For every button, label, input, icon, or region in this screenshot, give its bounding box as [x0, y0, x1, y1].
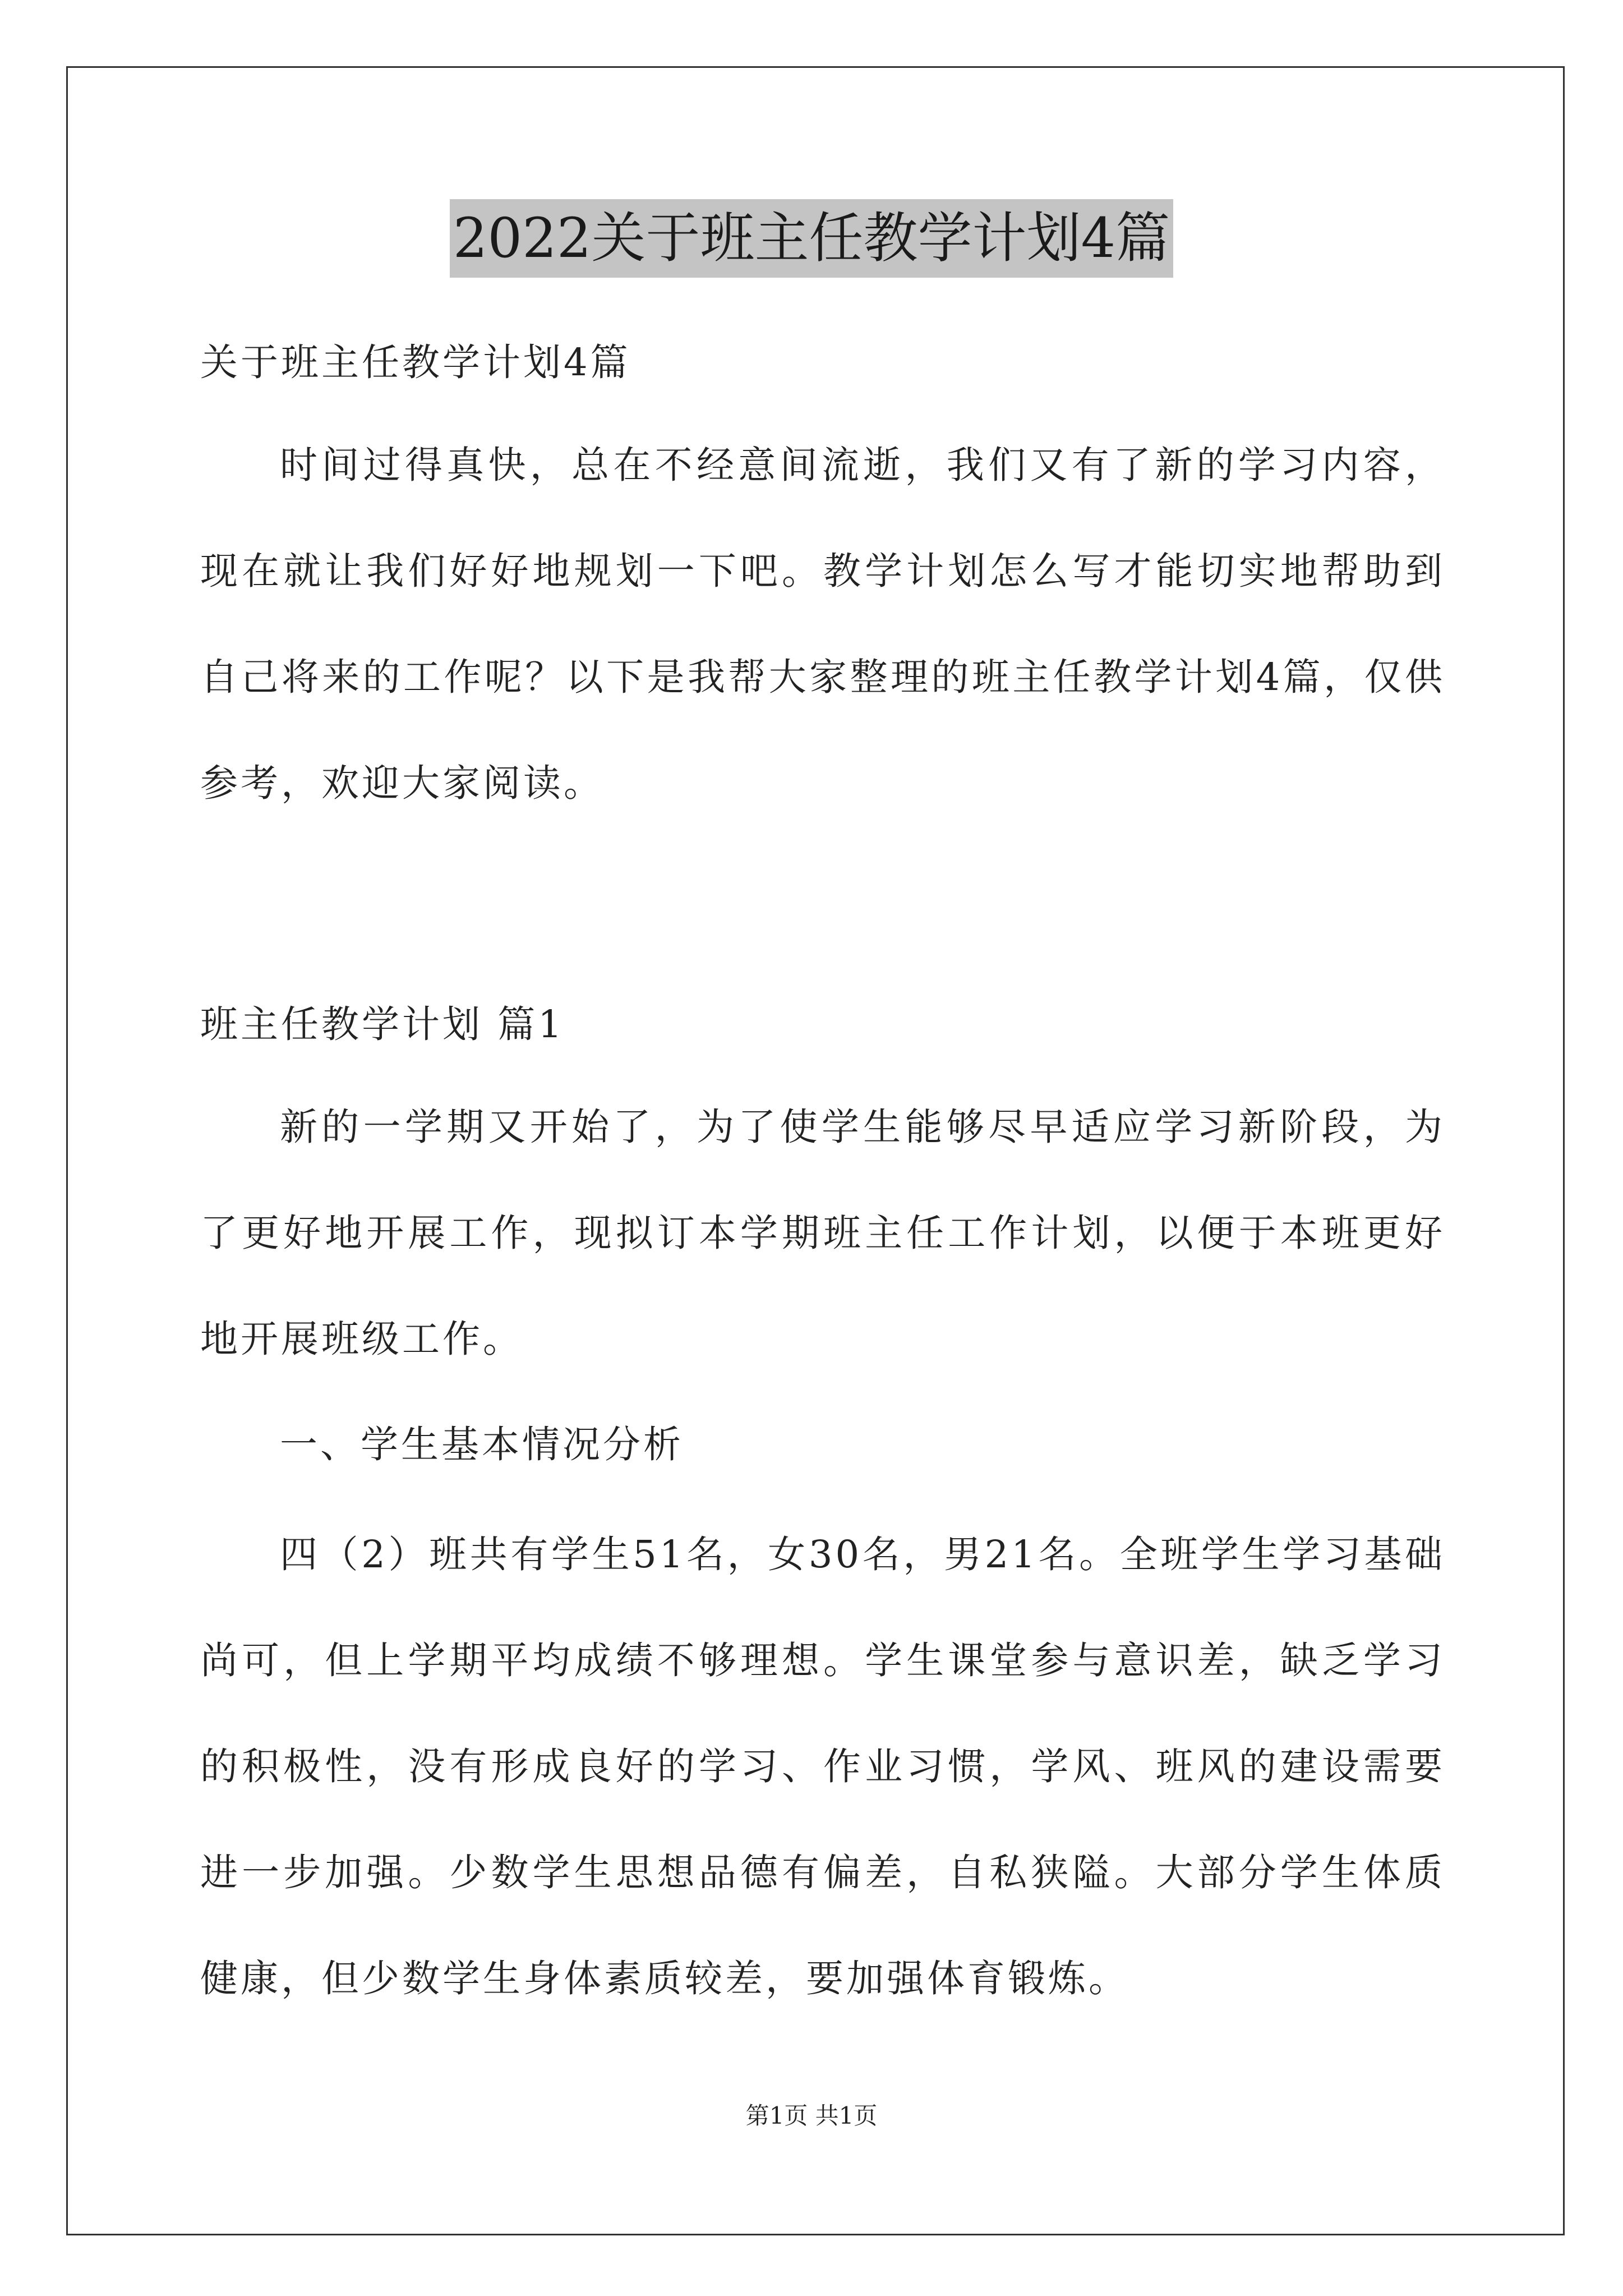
page-footer: 第1页 共1页 [745, 2102, 878, 2129]
title-container [0, 199, 1623, 278]
intro-paragraph: 时间过得真快，总在不经意间流逝，我们又有了新的学习内容，现在就让我们好好地规划一下吧。教学计划怎么写才能切实地帮助到自己将来的工作呢？以下是我帮大家整理的班主任教学计划4篇，仅供参考，欢迎大家阅读。 [200, 443, 1445, 805]
document-subtitle: 关于班主任教学计划4篇 [200, 341, 631, 384]
document-title: 2022关于班主任教学计划4篇 [450, 199, 1174, 278]
section-paragraph-2: 四（2）班共有学生51名，女30名，男21名。全班学生学习基础尚可，但上学期平均成绩不够理想。学生课堂参与意识差，缺乏学习的积极性，没有形成良好的学习、作业习惯，学风、班风的建设需要进一步加强。少数学生思想品德有偏差，自私狭隘。大部分学生体质健康，但少数学生身体素质较差，要加强体育锻炼。 [200, 1533, 1445, 2000]
section-heading: 班主任教学计划 篇1 [200, 1002, 565, 1046]
section-paragraph-1: 新的一学期又开始了，为了使学生能够尽早适应学习新阶段，为了更好地开展工作，现拟订本学期班主任工作计划，以便于本班更好地开展班级工作。 [200, 1105, 1445, 1361]
section-subheading: 一、学生基本情况分析 [280, 1423, 684, 1466]
